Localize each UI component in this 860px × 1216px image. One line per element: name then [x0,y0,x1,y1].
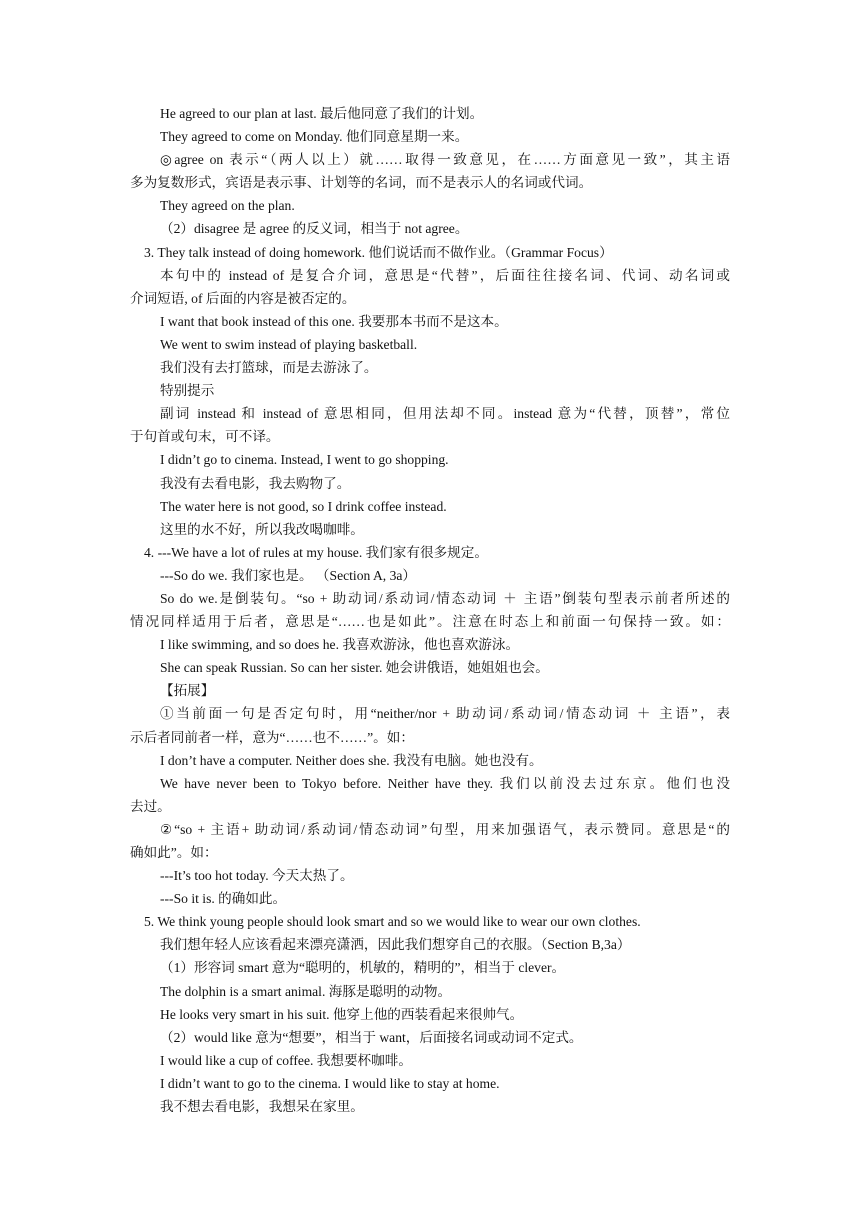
text-line: 这里的水不好，所以我改喝咖啡。 [160,521,364,537]
text-line: I would like a cup of coffee. 我想要杯咖啡。 [160,1052,412,1068]
text-line: 多为复数形式，宾语是表示事、计划等的名词，而不是表示人的名词或代词。 [130,175,593,191]
text-line: She can speak Russian. So can her sister. 她会讲俄语，她姐姐也会。 [160,660,549,676]
text-line: They agreed on the plan. [160,198,295,214]
text-line: 我不想去看电影，我想呆在家里。 [160,1099,364,1115]
extension-heading: 【拓展】 [160,683,215,699]
text-line: He agreed to our plan at last. 最后他同意了我们的计划。 [160,106,484,121]
text-line: 介词短语, of 后面的内容是被否定的。 [130,290,356,306]
text-line: 去过。 [130,798,171,814]
text-line: ---It’s too hot today. 今天太热了。 [160,868,354,884]
text-line: They agreed to come on Monday. 他们同意星期一来。 [160,129,469,145]
text-line: He looks very smart in his suit. 他穿上他的西装看起来很帅气。 [160,1006,524,1022]
numbered-item-4: 4. ---We have a lot of rules at my house. 我们家有很多规定。 [144,544,488,560]
text-line: I like swimming, and so does he. 我喜欢游泳，他也喜欢游泳。 [160,637,520,653]
numbered-item-5: 5. We think young people should look smart and so we would like to wear our own clothes. [144,914,641,930]
text-line: 我们想年轻人应该看起来漂亮潇洒，因此我们想穿自己的衣服。（Section B,3a） [160,937,631,953]
text-line: The water here is not good, so I drink coffee instead. [160,498,447,514]
text-line: We have never been to Tokyo before. Neither have they. 我们以前没去过东京。他们也没 [160,775,730,791]
special-note-heading: 特别提示 [160,383,215,399]
text-line: ◎agree on 表示“（两人以上）就……取得一致意见，在……方面意见一致”，其主语 [160,152,730,168]
text-line: The dolphin is a smart animal. 海豚是聪明的动物。 [160,983,452,999]
text-line: I don’t have a computer. Neither does she. 我没有电脑。她也没有。 [160,752,543,768]
text-line: （2）disagree 是 agree 的反义词，相当于 not agree。 [160,221,469,237]
numbered-item-3: 3. They talk instead of doing homework. 他们说话而不做作业。（Grammar Focus） [144,244,613,260]
text-line: I didn’t go to cinema. Instead, I went to go shopping. [160,452,449,468]
text-line: 确如此”。如： [130,845,218,860]
text-line: （2）would like 意为“想要”，相当于 want，后面接名词或动词不定式。 [160,1029,583,1045]
text-line: ---So it is. 的确如此。 [160,891,287,907]
text-line: 我没有去看电影，我去购物了。 [160,475,351,491]
text-line: （1）形容词 smart 意为“聪明的，机敏的，精明的”，相当于 clever。 [160,960,566,976]
text-line: 我们没有去打篮球，而是去游泳了。 [160,360,378,376]
text-line: I want that book instead of this one. 我要那本书而不是这本。 [160,313,508,329]
text-line: 本句中的 instead of 是复合介词，意思是“代替”，后面往往接名词、代词、动名词或 [160,267,730,283]
text-line: 情况同样适用于后者，意思是“……也是如此”。注意在时态上和前面一句保持一致。如： [130,614,730,630]
text-line: 于句首或句末，可不译。 [130,429,280,445]
text-line: So do we.是倒装句。“so + 助动词/系动词/情态动词 ＋ 主语”倒装句型表示前者所述的 [160,590,730,606]
text-line: ②“so + 主语+ 助动词/系动词/情态动词”句型，用来加强语气，表示赞同。意思是“的 [160,821,730,837]
text-line: We went to swim instead of playing basketball. [160,336,418,352]
text-line: I didn’t want to go to the cinema. I would like to stay at home. [160,1075,500,1091]
text-line: ①当前面一句是否定句时，用“neither/nor + 助动词/系动词/情态动词 ＋ 主语”，表 [160,706,730,722]
text-line: 副词 instead 和 instead of 意思相同，但用法却不同。instead 意为“代替，顶替”，常位 [160,406,730,422]
document-body [130,102,730,1118]
text-line: ---So do we. 我们家也是。 （Section A, 3a） [160,567,416,583]
text-line: 示后者同前者一样，意为“……也不……”。如： [130,729,414,745]
